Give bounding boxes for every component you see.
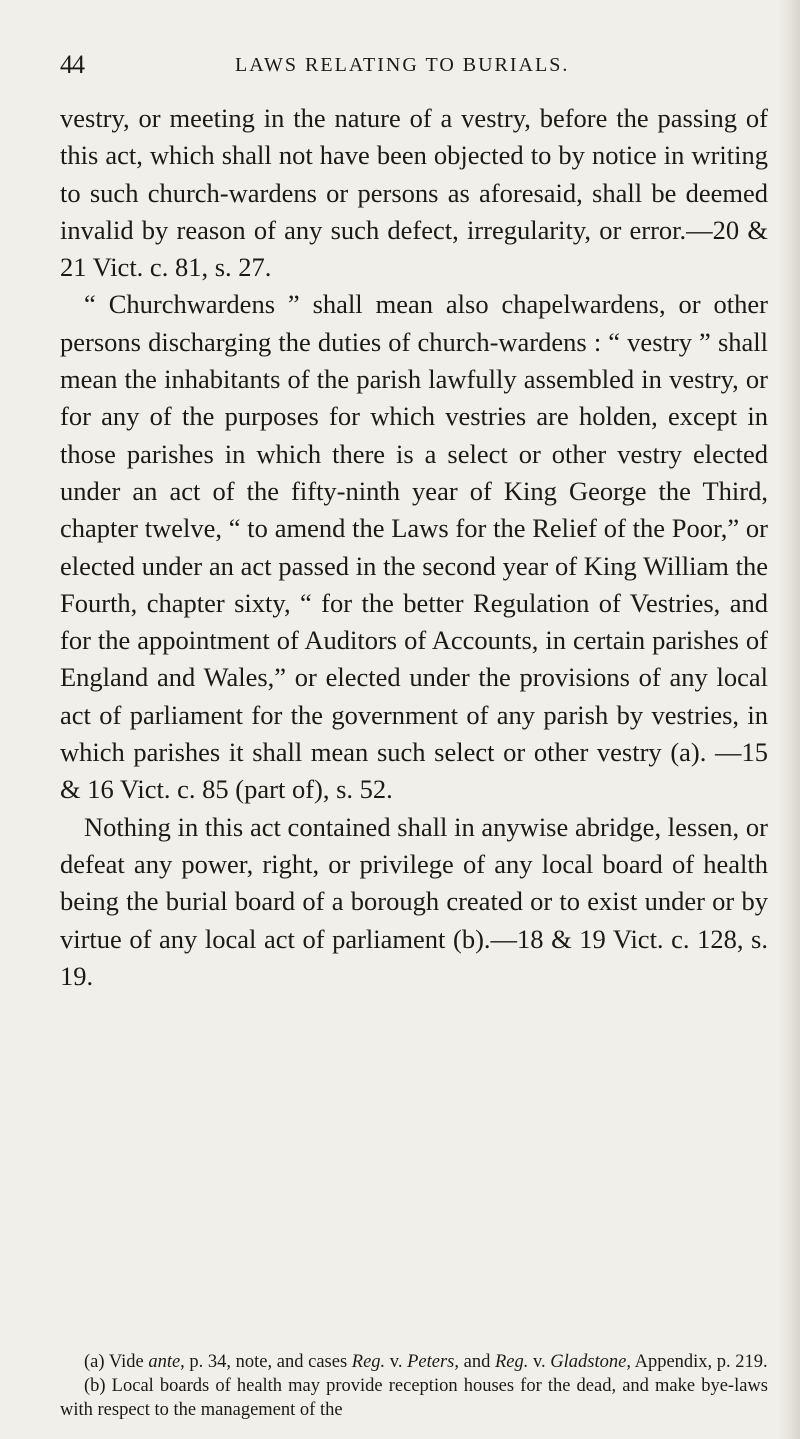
footnote-b: (b) Local boards of health may provide reception houses for the dead, and make bye-laws with respect to the management of the xyxy=(60,1376,768,1420)
paragraph-saving-clause: Nothing in this act contained shall in anywise abridge, lessen, or defeat any power, right, or privilege of any local board of health being the burial board of a borough created or to exist under or by virtue of any local act of parliament (b).—18 & 19 Vict. c. 128, s. 19. xyxy=(60,811,768,991)
running-title: LAWS RELATING TO BURIALS. xyxy=(235,54,570,76)
page-edge-shadow xyxy=(778,0,800,1439)
footnotes xyxy=(60,1350,768,1422)
running-head xyxy=(60,44,760,84)
body-text xyxy=(60,100,768,995)
page-number: 44 xyxy=(60,50,84,79)
paragraph-definitions: “ Churchwardens ” shall mean also chapelwardens, or other persons discharging the duties of church-wardens : “ vestry ” shall mean the inhabitants of the parish lawfully assembled in vestry, or for any of the purposes for which vestries are holden, except in those parishes in which there is a select or other vestry elected under an act of the fifty-ninth year of King George the Third, chapter twelve, “ to amend the Laws for the Relief of the Poor,” or elected under an act passed in the second year of King William the Fourth, chapter sixty, “ for the better Regulation of Vestries, and for the appointment of Auditors of Accounts, in certain parishes of England and Wales,” or elected under the provisions of any local act of parliament for the government of any parish by vestries, in which parishes it shall mean such select or other vestry (a). —15 & 16 Vict. c. 85 (part of), s. 52. xyxy=(60,289,768,805)
paragraph-continuation: vestry, or meeting in the nature of a vestry, before the passing of this act, which shall not have been objected to by notice in writing to such church-wardens or persons as aforesaid, shall be deemed invalid by reason of any such defect, irregularity, or error.—20 & 21 Vict. c. 81, s. 27. xyxy=(60,103,768,283)
footnote-a: (a) Vide ante, p. 34, note, and cases Reg. v. Peters, and Reg. v. Gladstone, Appendix, p. 219. xyxy=(84,1352,768,1372)
